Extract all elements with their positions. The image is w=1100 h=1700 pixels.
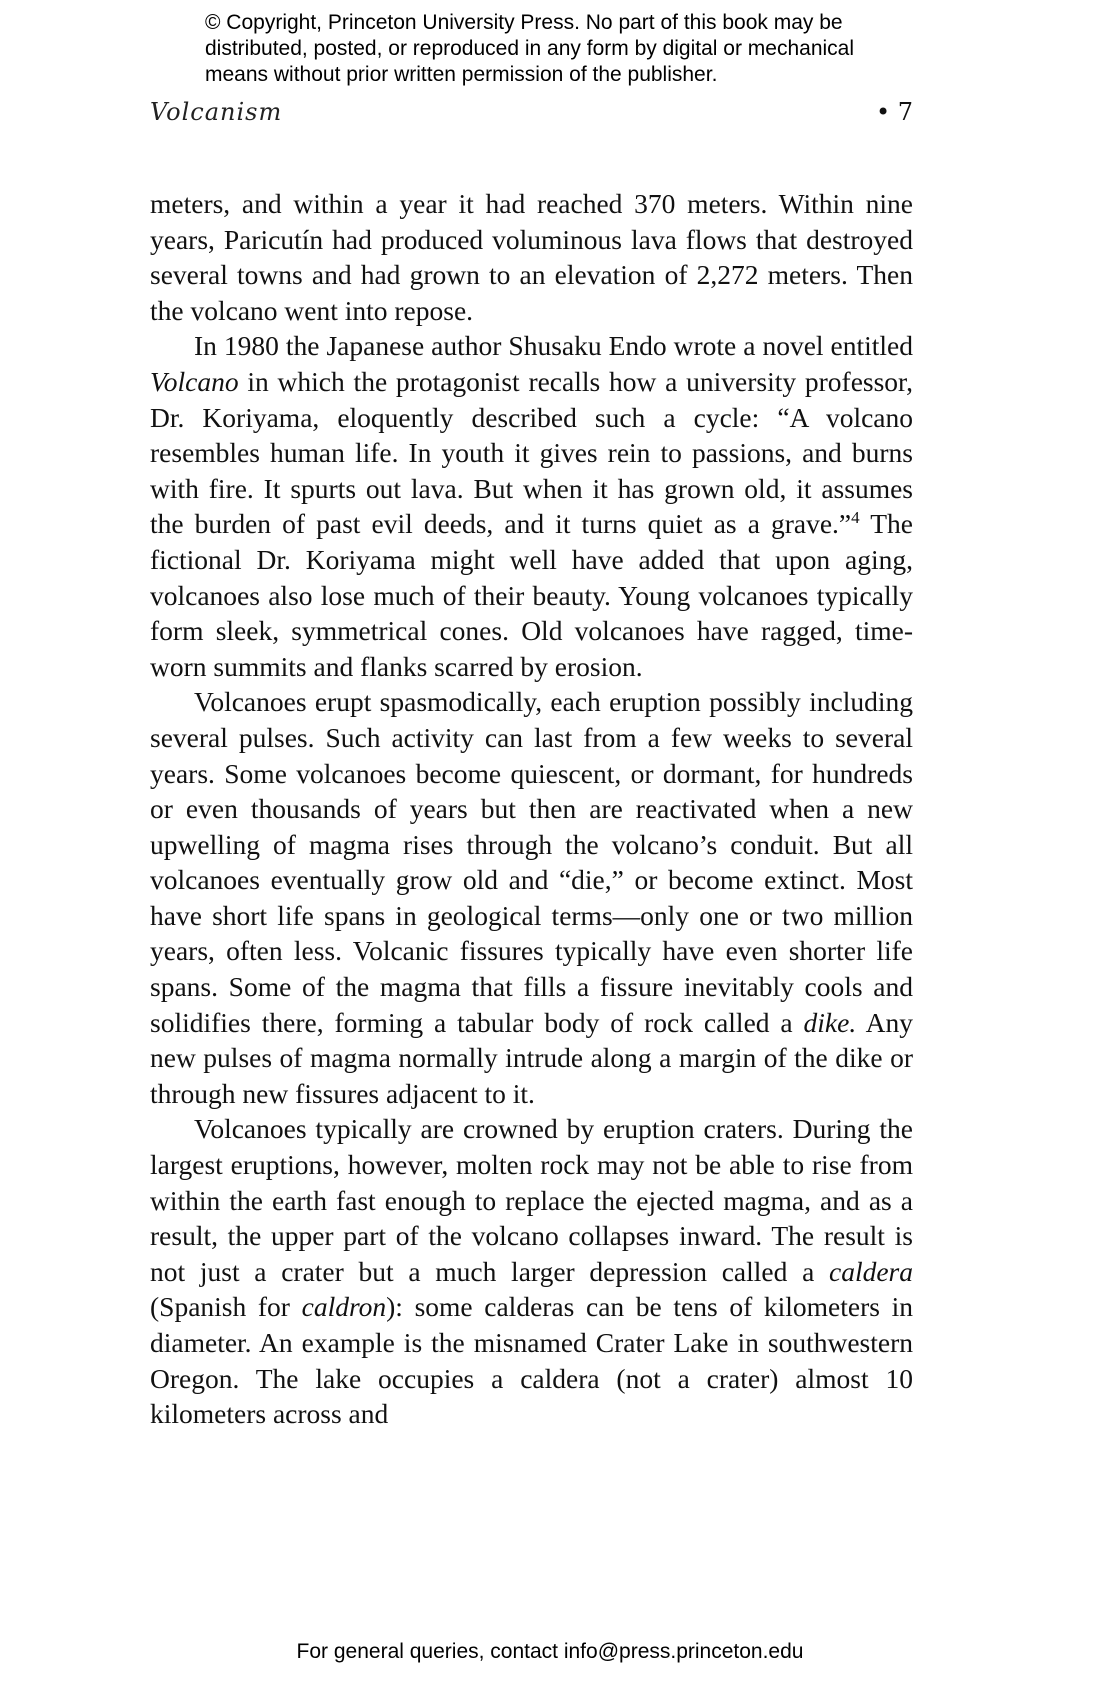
term-italic: caldera xyxy=(828,1255,913,1287)
text-segment: meters, and within a year it had reached 370 meters. Within nine years, Paricutín had produced voluminous lava flows that destroyed several towns and had grown to an elevation of 2,272 meters. Then the volcano went into repose. xyxy=(150,188,913,326)
book-title-italic: Volcano xyxy=(150,365,239,397)
page-number: • 7 xyxy=(875,98,913,126)
copyright-notice xyxy=(205,10,965,88)
text-segment: ): some calderas can be tens of kilometers in diameter. An example is the misnamed Crater Lake in southwestern Oregon. The lake occupies a caldera (not a crater) almost 10 kilometers across and xyxy=(150,1291,913,1430)
term-italic: caldron xyxy=(301,1291,387,1323)
text-segment: The fictional Dr. Koriyama might well have added that upon aging, volcanoes also lose much of their beauty. Young volcanoes typically form sleek, symmetrical cones. Old volcanoes have ragged, time-worn summits and flanks scarred by erosion. xyxy=(150,508,913,682)
text-segment: (Spanish for xyxy=(150,1291,302,1323)
footnote-marker: 4 xyxy=(851,508,860,528)
text-segment: Volcanoes erupt spasmodically, each eruption possibly including several pulses. Such activity can last from a few weeks to several years. Some volcanoes become quiescent, or dormant, for hundreds or even thousands of years but then are reactivated when a new upwelling of magma rises through the volcano’s conduit. But all volcanoes eventually grow old and “die,” or become extinct. Most have short life spans in geological terms—only one or two million years, often less. Volcanic fissures typically have even shorter life spans. Some of the magma that fills a fissure inevitably cools and solidifies there, forming a tabular body of rock called a xyxy=(150,686,913,1038)
body-text xyxy=(150,186,913,1432)
paragraph xyxy=(150,684,913,1111)
paragraph xyxy=(150,328,913,684)
paragraph xyxy=(150,186,913,328)
text-segment: Volcanoes typically are crowned by eruption craters. During the largest eruptions, however, molten rock may not be able to rise from within the earth fast enough to replace the ejected magma, and as a result, the upper part of the volcano collapses inward. The result is not just a crater but a much larger depression called a xyxy=(150,1113,913,1287)
copyright-line: means without prior written permission of the publisher. xyxy=(205,63,718,86)
publisher-contact-footer: For general queries, contact info@press.princeton.edu xyxy=(296,1640,804,1663)
text-segment: Any new pulses of magma normally intrude along a margin of the dike or through new fissures adjacent to it. xyxy=(150,1006,913,1109)
copyright-line: distributed, posted, or reproduced in any form by digital or mechanical xyxy=(205,37,855,60)
running-head-title: Volcanism xyxy=(150,98,283,126)
text-segment: In 1980 the Japanese author Shusaku Endo wrote a novel entitled xyxy=(194,330,913,362)
copyright-line: © Copyright, Princeton University Press. No part of this book may be xyxy=(205,11,843,34)
paragraph xyxy=(150,1111,913,1431)
running-head xyxy=(150,97,913,127)
text-segment: in which the protagonist recalls how a university professor, Dr. Koriyama, eloquently described such a cycle: “A volcano resembles human life. In youth it gives rein to passions, and burns with fire. It spurts out lava. But when it has grown old, it assumes the burden of past evil deeds, and it turns quiet as a grave.” xyxy=(150,365,913,540)
term-italic: dike. xyxy=(803,1006,857,1038)
